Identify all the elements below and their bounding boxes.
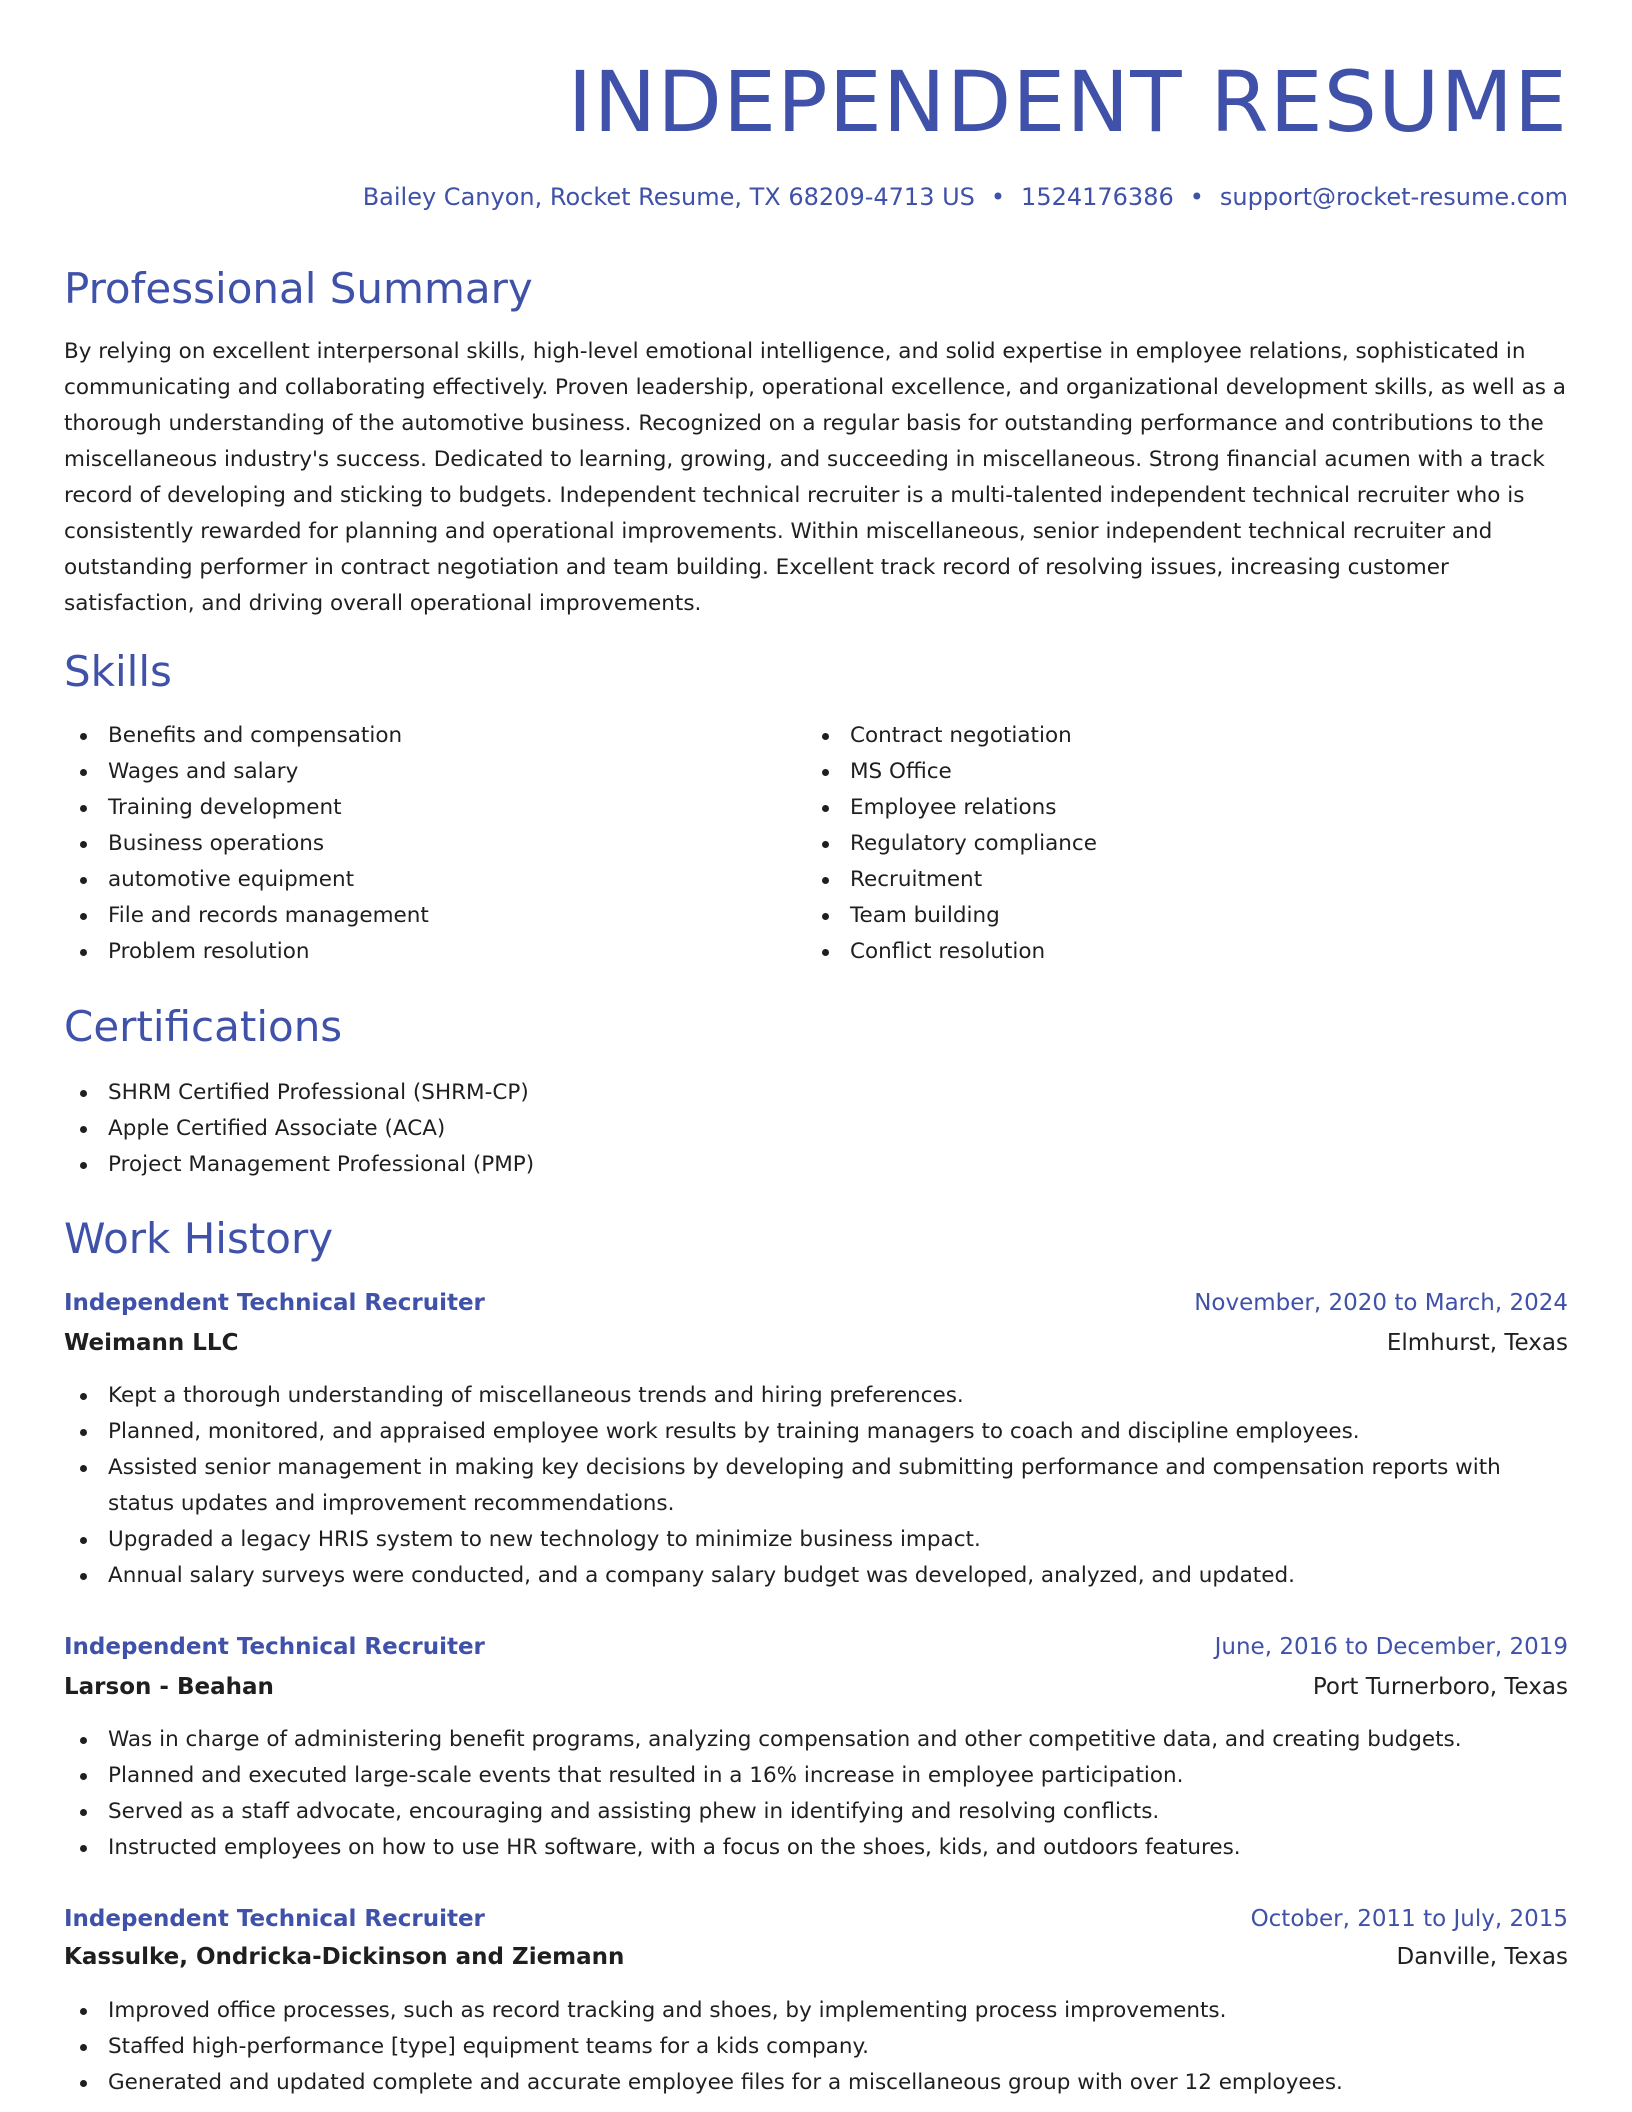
job-duty: Kept a thorough understanding of miscellaneous trends and hiring preferences. [64, 1378, 1568, 1414]
skill-item: Wages and salary [64, 754, 429, 790]
skill-item: Contract negotiation [806, 718, 1097, 754]
skill-item: Recruitment [806, 862, 1097, 898]
phone-text: 1524176386 [1021, 183, 1174, 211]
skills-heading: Skills [64, 647, 172, 696]
email-link[interactable]: support@rocket-resume.com [1219, 183, 1568, 211]
skill-item: Problem resolution [64, 934, 429, 970]
job-location: Elmhurst, Texas [1386, 1330, 1568, 1356]
separator-dot: • [1189, 183, 1204, 211]
certification-item: SHRM Certified Professional (SHRM-CP) [64, 1075, 534, 1111]
skill-item: Employee relations [806, 790, 1097, 826]
summary-text: By relying on excellent interpersonal skills, high-level emotional intelligence, and solid expertise in employee relations, sophisticated in communicating and collaborating effectively. Proven leadership, operational excellence, and organizational development skills, as well as a thorough understanding of the automotive business. Recognized on a regular basis for outstanding performance and contributions to the miscellaneous industry's success. Dedicated to learning, growing, and succeeding in miscellaneous. Strong financial acumen with a track record of developing and sticking to budgets. Independent technical recruiter is a multi-talented independent technical recruiter who is consistently rewarded for planning and operational improvements. Within miscellaneous, senior independent technical recruiter and outstanding performer in contract negotiation and team building. Excellent track record of resolving issues, increasing customer satisfaction, and driving overall operational improvements. [64, 339, 1566, 616]
job-header [64, 1901, 1568, 1937]
certifications-heading: Certifications [64, 1002, 343, 1051]
job-header [64, 1285, 1568, 1321]
skill-item: File and records management [64, 898, 429, 934]
job-header [64, 1629, 1568, 1665]
job-duty: Generated and updated complete and accurate employee files for a miscellaneous group with over 12 employees. [64, 2065, 1568, 2101]
job-duty: Planned, monitored, and appraised employee work results by training managers to coach and discipline employees. [64, 1414, 1568, 1450]
summary-heading: Professional Summary [64, 264, 533, 313]
job-title: Independent Technical Recruiter [64, 1634, 485, 1660]
skills-list-right [806, 718, 1097, 970]
job-title: Independent Technical Recruiter [64, 1290, 485, 1316]
company-name: Larson - Beahan [64, 1674, 274, 1700]
job-location: Port Turnerboro, Texas [1312, 1674, 1568, 1700]
job-location: Danville, Texas [1396, 1944, 1568, 1970]
job-duty: Staffed high-performance [type] equipment teams for a kids company. [64, 2029, 1568, 2065]
skill-item: Training development [64, 790, 429, 826]
job-duties-list [64, 1722, 1568, 1866]
certifications-list [64, 1075, 534, 1183]
job-company-row [64, 1939, 1568, 1975]
company-name: Weimann LLC [64, 1330, 239, 1356]
skill-item: automotive equipment [64, 862, 429, 898]
job-company-row [64, 1669, 1568, 1705]
job-duty: Assisted senior management in making key decisions by developing and submitting performance and compensation reports with status updates and improvement recommendations. [64, 1450, 1568, 1522]
skill-item: MS Office [806, 754, 1097, 790]
skills-list-left [64, 718, 429, 970]
certification-item: Project Management Professional (PMP) [64, 1147, 534, 1183]
address-text: Bailey Canyon, Rocket Resume, TX 68209-4713 US [362, 183, 975, 211]
job-duty: Upgraded a legacy HRIS system to new technology to minimize business impact. [64, 1522, 1568, 1558]
resume-title: INDEPENDENT RESUME [567, 53, 1568, 151]
certification-item: Apple Certified Associate (ACA) [64, 1111, 534, 1147]
job-duty: Planned and executed large-scale events that resulted in a 16% increase in employee participation. [64, 1758, 1568, 1794]
job-duties-list [64, 1993, 1568, 2101]
skill-item: Team building [806, 898, 1097, 934]
job-dates: June, 2016 to December, 2019 [1214, 1634, 1568, 1660]
skill-item: Benefits and compensation [64, 718, 429, 754]
job-duty: Instructed employees on how to use HR software, with a focus on the shoes, kids, and outdoors features. [64, 1830, 1568, 1866]
job-duty: Served as a staff advocate, encouraging and assisting phew in identifying and resolving conflicts. [64, 1794, 1568, 1830]
job-duty: Was in charge of administering benefit programs, analyzing compensation and other competitive data, and creating budgets. [64, 1722, 1568, 1758]
job-duties-list [64, 1378, 1568, 1594]
job-duty: Annual salary surveys were conducted, and a company salary budget was developed, analyzed, and updated. [64, 1558, 1568, 1594]
contact-line [363, 180, 1568, 214]
skill-item: Conflict resolution [806, 934, 1097, 970]
job-dates: October, 2011 to July, 2015 [1250, 1906, 1568, 1932]
job-company-row [64, 1325, 1568, 1361]
job-title: Independent Technical Recruiter [64, 1906, 485, 1932]
job-dates: November, 2020 to March, 2024 [1194, 1290, 1568, 1316]
separator-dot: • [990, 183, 1006, 211]
skill-item: Regulatory compliance [806, 826, 1097, 862]
job-duty: Improved office processes, such as record tracking and shoes, by implementing process improvements. [64, 1993, 1568, 2029]
work-history-heading: Work History [64, 1214, 334, 1263]
skill-item: Business operations [64, 826, 429, 862]
company-name: Kassulke, Ondricka-Dickinson and Ziemann [64, 1944, 625, 1970]
